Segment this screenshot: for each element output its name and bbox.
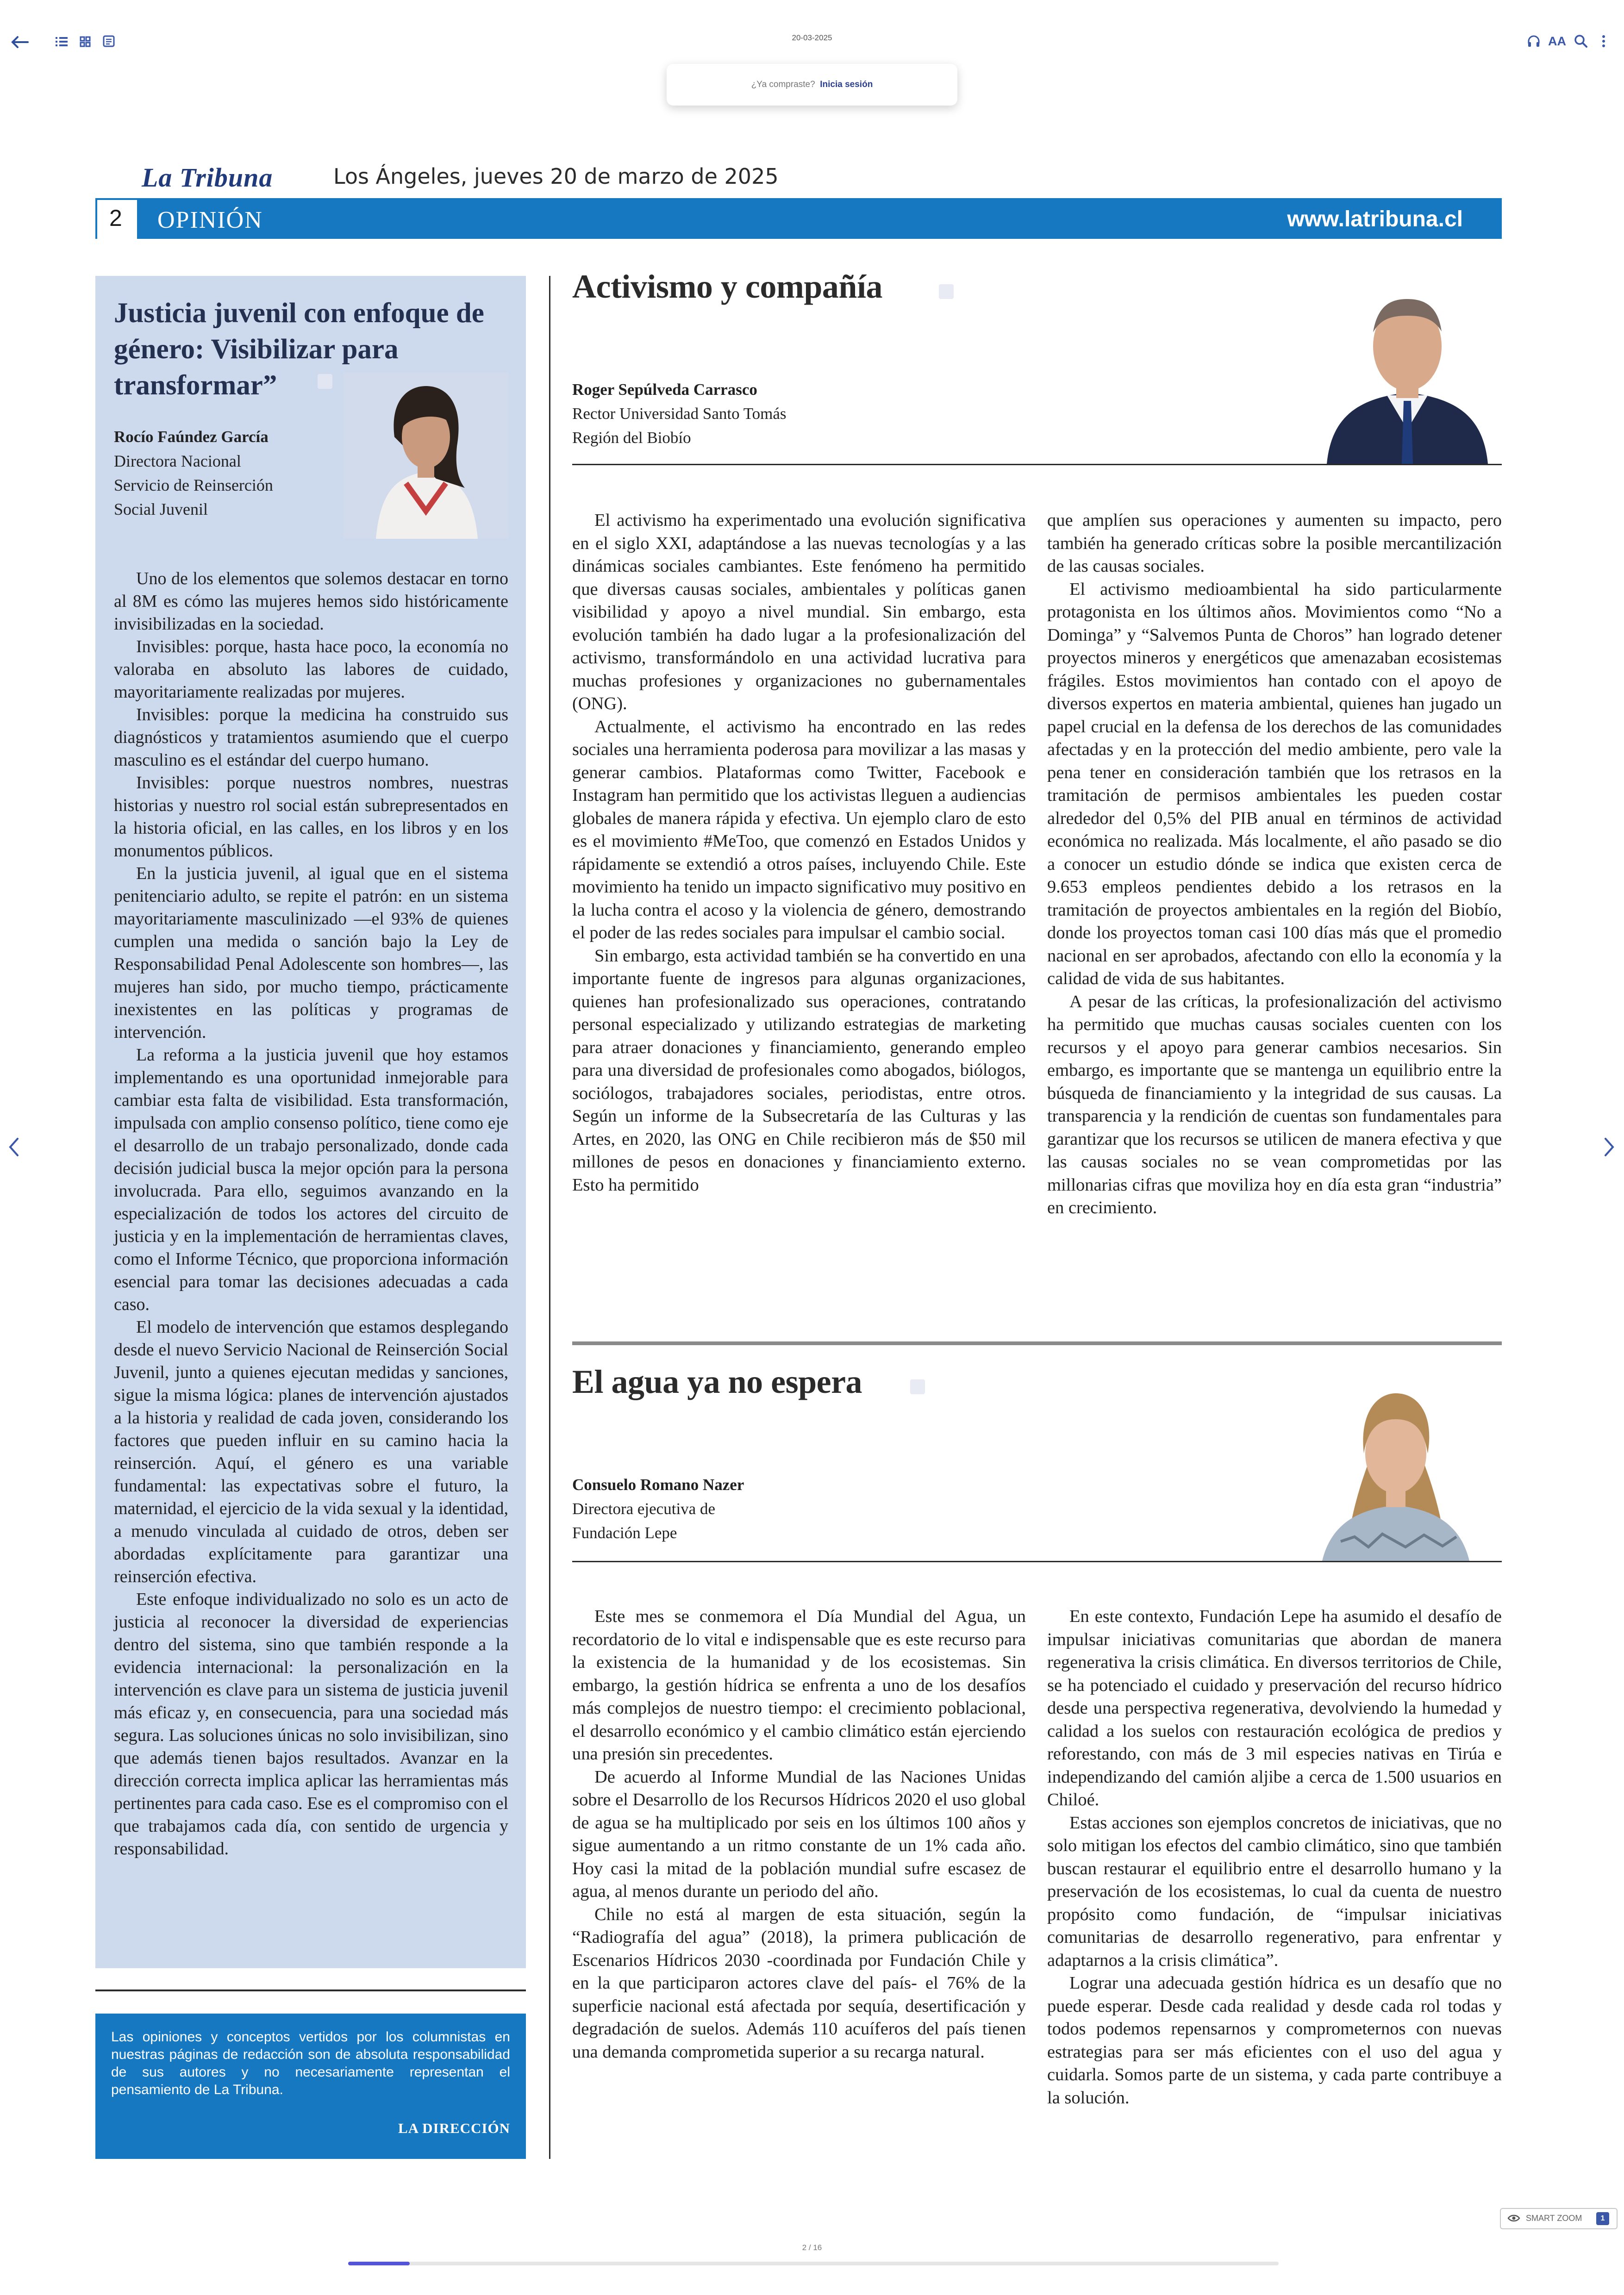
author-role: Región del Biobío [572, 429, 691, 447]
page-number: 2 [109, 205, 122, 231]
article-2-column-2 [1047, 1605, 1502, 2109]
text-size-icon[interactable]: AA [1548, 34, 1566, 48]
grid-icon[interactable] [80, 36, 91, 47]
article-1-column-2 [1047, 509, 1502, 1220]
paragraph: Invisibles: porque, hasta hace poco, la economía no valoraba en absoluto las labores de cuidado, mayoritariamente realizadas por mujeres. [114, 637, 508, 702]
paragraph: Invisibles: porque la medicina ha construido sus diagnósticos y tratamientos asumiendo que el cuerpo masculino es el estándar del cuerpo humano. [114, 705, 508, 770]
page-progress-fill [348, 2262, 410, 2265]
paragraph: Lograr una adecuada gestión hídrica es un desafío que no puede esperar. Desde cada realidad y desde cada rol todas y todos podemos repensarnos y comprometernos con nuevas estrategias para ser más eficientes con el uso del agua y cuidarla. Somos parte de un sistema, y cada parte contribuye a la solución. [1047, 1973, 1502, 2108]
author-role: Servicio de Reinserción [114, 476, 273, 494]
article-2-byline [572, 1473, 896, 1545]
article-1-column-1 [572, 509, 1026, 1197]
zoom-badge: 1 [1596, 2212, 1609, 2225]
next-page-icon[interactable] [1604, 1137, 1615, 1157]
author-photo [1290, 1375, 1502, 1561]
author-role: Rector Universidad Santo Tomás [572, 405, 787, 423]
paragraph: Estas acciones son ejemplos concretos de iniciativas, que no solo mitigan los efectos del cambio climático, sino que también buscan restaurar el equilibrio entre el desarrollo humano y la preservación de los ecosistemas, lo cual da cuenta de nuestro propósito como fundación, de “impulsar iniciativas comunitarias de desarrollo regenerativo, para enfrentar y adaptarnos a la crisis climática”. [1047, 1813, 1502, 1970]
paragraph: Este mes se conmemora el Día Mundial del Agua, un recordatorio de lo vital e indispensable que es este recurso para la existencia de la humanidad y de los ecosistemas. Sin embargo, la gestión hídrica se enfrenta a uno de los desafíos más complejos de nuestro tiempo: el crecimiento poblacional, el desarrollo económico y el cambio climático están ejerciendo una presión sin precedentes. [572, 1607, 1026, 1764]
author-photo [1313, 277, 1502, 464]
article-1-title: Activismo y compañía [572, 268, 882, 305]
audio-badge-icon[interactable] [910, 1379, 925, 1394]
column-divider [549, 276, 550, 2159]
article-2-title: El agua ya no espera [572, 1363, 862, 1400]
dateline: Los Ángeles, jueves 20 de marzo de 2025 [333, 164, 779, 189]
site-url: www.latribuna.cl [1287, 207, 1463, 231]
newspaper-logo: La Tribuna [142, 162, 273, 193]
audio-badge-icon[interactable] [318, 374, 332, 389]
viewer-toolbar [0, 0, 1624, 89]
list-icon[interactable] [56, 36, 68, 47]
left-article-title: Justicia juvenil con enfoque de género: Visibilizar para transformar” [114, 298, 484, 401]
paragraph: Uno de los elementos que solemos destacar en torno al 8M es cómo las mujeres hemos sido históricamente invisibilizadas en la sociedad. [114, 569, 508, 634]
paragraph: Invisibles: porque nuestros nombres, nuestras historias y nuestro rol social están subrepresentados en la historia oficial, en las calles, en los libros y en los monumentos públicos. [114, 773, 508, 861]
disclaimer-signature: LA DIRECCIÓN [398, 2120, 510, 2136]
paragraph: El activismo medioambiental ha sido particularmente protagonista en los últimos años. Movimientos como “No a Dominga” y “Salvemos Punta de Choros” han logrado detener proyectos mineros y energéticos que amenazaban ecosistemas frágiles. Estos movimientos han contado con el apoyo de diversos expertos en materia ambiental, quienes han jugado un papel crucial en la defensa de los derechos de las comunidades afectadas y en la protección del medio ambiente, pero vale la pena tener en consideración también que los retrasos en la tramitación de permisos ambientales les pueden costar alrededor del 0,5% del PIB anual en términos de actividad económica no realizada. Más localmente, el año pasado se dio a conocer un estudio dónde se indica que existen cerca de 9.653 empleos pendientes debido a los retrasos en la tramitación de proyectos ambientales en la región del Biobío, donde los proyectos toman casi 100 días más que el promedio nacional en ser aprobados, afectando con ello la economía y la calidad de vida de sus habitantes. [1047, 579, 1502, 988]
paragraph: A pesar de las críticas, la profesionalización del activismo ha permitido que muchas causas sociales cuenten con los recursos y el apoyo para generar cambios necesarios. Sin embargo, es importante que se mantenga un equilibrio entre la búsqueda de financiamiento y la integridad de sus causas. La transparencia y la rendición de cuentas son fundamentales para garantizar que los recursos se utilicen de manera efectiva y que las causas sociales no se vean comprometidas por las millonarias cifras que moviliza hoy en día esta gran “industria” en crecimiento. [1047, 992, 1502, 1217]
back-arrow-icon[interactable] [10, 34, 29, 50]
divider [572, 1561, 1502, 1562]
author-name: Rocío Faúndez García [114, 428, 269, 446]
author-role: Directora Nacional [114, 452, 241, 470]
section-title: OPINIÓN [157, 207, 263, 233]
paragraph: Chile no está al margen de esta situación, según la “Radiografía del agua” (2018), la primera publicación de Escenarios Hídricos 2030 -coordinada por Fundación Chile y en la que participaron actores clave del país- el 76% de la superficie nacional está afectada por sequía, desertificación y degradación de suelos. Además 110 acuíferos del país tienen una demanda comprometida superior a su recarga natural. [572, 1904, 1026, 2062]
more-icon[interactable] [1601, 34, 1606, 48]
author-photo [344, 372, 508, 539]
paragraph: El modelo de intervención que estamos desplegando desde el nuevo Servicio Nacional de Reinserción Social Juvenil, junto a quienes ejecutan medidas y sanciones, sigue la misma lógica: planes de intervención ajustados a la historia y realidad de cada joven, considerando los factores que pueden influir en su camino hacia la reinserción. Aquí, el género es una variable fundamental: las expectativas sobre el futuro, la maternidad, el ejercicio de la vida sexual y la identidad, a menudo vinculada al cuidado de otros, deben ser abordadas explícitamente para garantizar una reinserción efectiva. [114, 1317, 508, 1586]
paragraph: En este contexto, Fundación Lepe ha asumido el desafío de impulsar iniciativas comunitarias que abordan de manera regenerativa la crisis climática. En diversos territorios de Chile, se ha potenciado el cuidado y preservación del recurso hídrico desde una perspectiva regenerativa, devolviendo la humedad y calidad a los suelos con restauración ecológica de predios y reforestando, con más de 3 mil especies nativas en Tirúa e independizando del camión aljibe a cerca de 1.500 usuarios en Chiloé. [1047, 1607, 1502, 1809]
paragraph: El activismo ha experimentado una evolución significativa en el siglo XXI, adaptándose a las nuevas tecnologías y a las dinámicas sociales cambiantes. Este fenómeno ha permitido que diversas causas sociales, ambientales y políticas ganen visibilidad y apoyo a nivel mundial. Sin embargo, esta evolución también ha dado lugar a la profesionalización del activismo, transformándolo en una actividad lucrativa para muchas profesiones y organizaciones no gubernamentales (ONG). [572, 511, 1026, 713]
eye-icon [1507, 2214, 1520, 2222]
left-article-byline [114, 425, 345, 521]
previous-page-icon[interactable] [8, 1137, 19, 1157]
smart-zoom-button[interactable] [1500, 2208, 1618, 2229]
article-2-column-1 [572, 1605, 1026, 2064]
issue-date: 20-03-2025 [792, 33, 832, 42]
author-role: Social Juvenil [114, 500, 208, 518]
login-link[interactable]: Inicia sesión [820, 80, 873, 89]
smart-zoom-label: SMART ZOOM [1526, 2214, 1582, 2223]
paragraph: Actualmente, el activismo ha encontrado en las redes sociales una herramienta poderosa para movilizar a las masas y generar cambios. Plataformas como Twitter, Facebook e Instagram han permitido que los activistas lleguen a audiencias globales de manera rápida y efectiva. Un ejemplo claro de esto es el movimiento #MeToo, que comenzó en Estados Unidos y rápidamente se extendió a otros países, incluyendo Chile. Este movimiento ha tenido un impacto significativo muy positivo en la lucha contra el acoso y la violencia de género, demostrando el poder de las redes sociales para impulsar el cambio social. [572, 717, 1026, 942]
divider [572, 464, 1502, 465]
audio-badge-icon[interactable] [939, 284, 954, 299]
page-icon[interactable] [103, 35, 115, 47]
section-divider [572, 1341, 1502, 1345]
page-indicator: 2 / 16 [802, 2243, 822, 2252]
author-role: Fundación Lepe [572, 1524, 677, 1542]
article-1-byline [572, 378, 896, 450]
headphones-icon[interactable] [1527, 34, 1541, 48]
paragraph: De acuerdo al Informe Mundial de las Naciones Unidas sobre el Desarrollo de los Recursos Hídricos 2020 el uso global de agua se ha multiplicado por seis en los últimos 100 años y sigue aumentando a un ritmo constante de un 1% cada año. Hoy casi la mitad de la población mundial sufre escasez de agua, al menos durante un periodo del año. [572, 1767, 1026, 1901]
paragraph: La reforma a la justicia juvenil que hoy estamos implementando es una oportunidad inmejorable para cambiar esta falta de visibilidad. Esta transformación, impulsada con amplio consenso político, tiene como eje el desarrollo de un trabajo personalizado, donde cada decisión judicial busca la mejor opción para la persona involucrada. Para ello, seguimos avanzando en la especialización de todos los actores del circuito de justicia y en la implementación de herramientas claves, como el Informe Técnico, que proporciona información esencial para tomar las decisiones adecuadas a cada caso. [114, 1045, 508, 1314]
paragraph: Sin embargo, esta actividad también se ha convertido en una importante fuente de ingresos para algunas organizaciones, quienes han profesionalizado sus operaciones, contratando personal especializado y utilizando estrategias de marketing para atraer donaciones y financiamiento, generando empleo para una diversidad de profesionales como abogados, biólogos, sociólogos, trabajadores sociales, periodistas, entre otros. Según un informe de la Subsecretaría de las Culturas y las Artes, en 2020, las ONG en Chile recibieron más de $50 mil millones de pesos en donaciones y financiamiento externo. Esto ha permitido [572, 946, 1026, 1195]
author-role: Directora ejecutiva de [572, 1500, 715, 1518]
left-article-body [114, 568, 508, 1860]
author-name: Consuelo Romano Nazer [572, 1476, 744, 1494]
search-icon[interactable] [1574, 34, 1588, 48]
login-prompt [667, 64, 957, 106]
login-question: ¿Ya compraste? [751, 80, 815, 89]
author-name: Roger Sepúlveda Carrasco [572, 380, 757, 399]
disclaimer-text: Las opiniones y conceptos vertidos por los columnistas en nuestras páginas de redacción son de absoluta responsabilidad de sus autores y no necesariamente representan el pensamiento de La Tribuna. [111, 2029, 510, 2097]
paragraph: En la justicia juvenil, al igual que en el sistema penitenciario adulto, se repite el patrón: en un sistema mayoritariamente masculinizado —el 93% de quienes cumplen una medida o sanción bajo la Ley de Responsabilidad Penal Adolescente son hombres—, las mujeres han sido, por mucho tiempo, prácticamente inexistentes en las políticas y programas de intervención. [114, 864, 508, 1042]
paragraph: que amplíen sus operaciones y aumenten su impacto, pero también ha generado críticas sobre la posible mercantilización de las causas sociales. [1047, 511, 1502, 576]
divider [95, 1989, 526, 1991]
page-progress-track[interactable] [348, 2262, 1279, 2265]
paragraph: Este enfoque individualizado no solo es un acto de justicia al reconocer la diversidad de experiencias dentro del sistema, sino que también responde a la evidencia internacional: la personalización en la intervención es clave para un sistema de justicia juvenil más eficaz y, en consecuencia, para una sociedad más segura. Las soluciones únicas no solo invisibilizan, sino que además tienen bajos resultados. Avanzar en la dirección correcta implica aplicar las herramientas más pertinentes para cada caso. Ese es el compromiso con el que trabajamos cada día, con sentido de urgencia y responsabilidad. [114, 1590, 508, 1858]
